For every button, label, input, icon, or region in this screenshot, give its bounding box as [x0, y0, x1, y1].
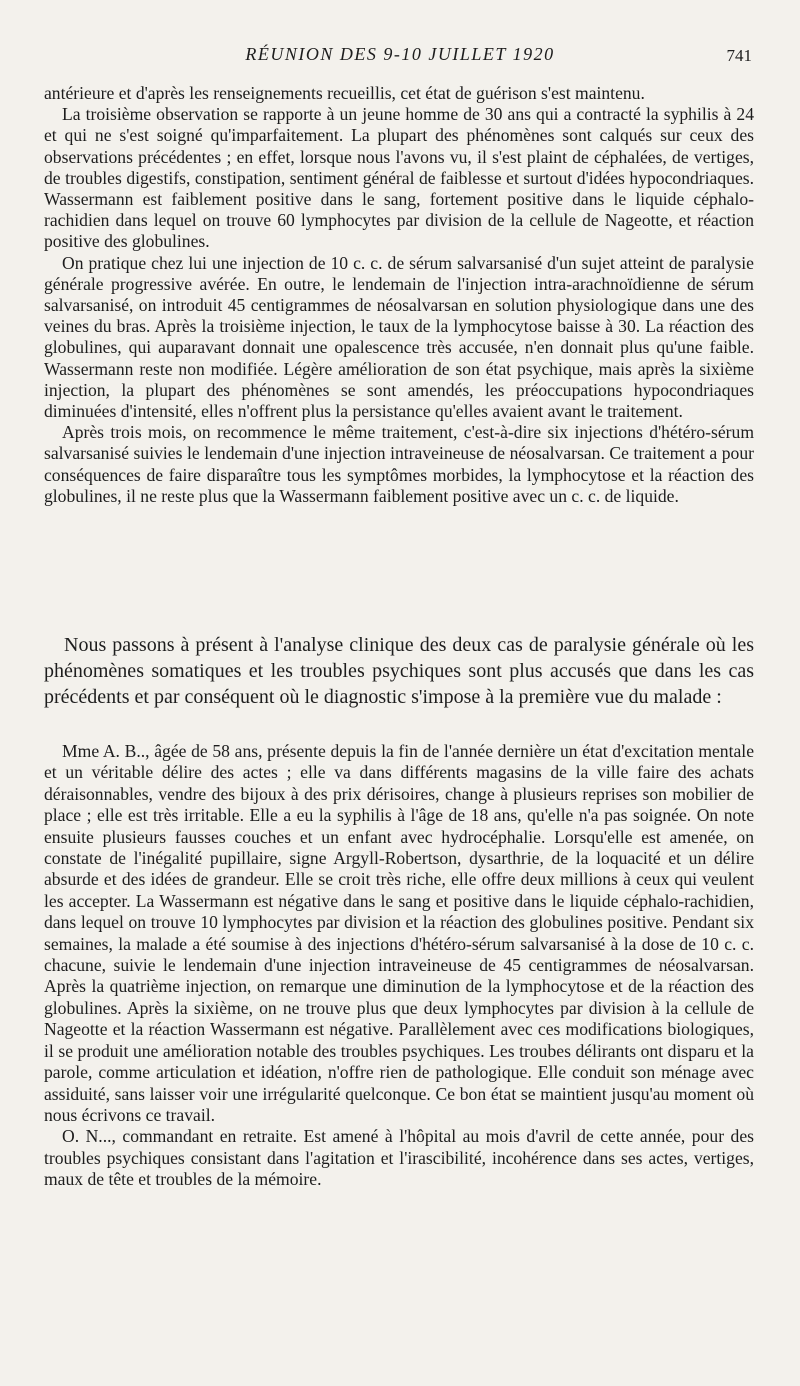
- paragraph-second-course: Après trois mois, on recommence le même traitement, c'est-à-dire six injections d'hétéro-sérum salvarsanisé suivies le lendemain d'une injection intraveineuse de néosalvarsan. Ce traitement a pour conséquences de faire disparaître tous les symptômes morbides, la lymphocytose et la réaction des globulines, il ne reste plus que la Wassermann faiblement positive avec un c. c. de liquide.: [44, 422, 754, 506]
- running-header: [0, 44, 800, 70]
- page-number: 741: [726, 46, 752, 65]
- paragraph-case-mme-ab: Mme A. B.., âgée de 58 ans, présente depuis la fin de l'année dernière un état d'excitation mentale et un véritable délire des actes ; elle va dans différents magasins de la ville faire des achats déraisonnables, vendre des bijoux à des prix dérisoires, change à plusieurs reprises son mobilier de place ; elle est très irritable. Elle a eu la syphilis à l'âge de 18 ans, qu'elle n'a pas soignée. On note ensuite plusieurs fausses couches et un enfant avec hydrocéphalie. Lorsqu'elle est amenée, on constate de l'inégalité pupillaire, signe Argyll-Robertson, dysarthrie, de la loquacité et un délire absurde et des idées de grandeur. Elle se croit très riche, elle offre deux millions à ceux qui veulent les accepter. La Wassermann est négative dans le sang et positive dans le liquide céphalo-rachidien, dans lequel on trouve 10 lymphocytes par division et la réaction des globulines positive. Pendant six semaines, la malade a été soumise à des injections d'hétéro-sérum salvarsanisé à la dose de 10 c. c. chacune, suivie le lendemain d'une injection intraveineuse de 45 centigrammes de néosalvarsan. Après la quatrième injection, on remarque une diminution de la lymphocytose et de la réaction des globulines. Après la sixième, on ne trouve plus que deux lymphocytes par division à la cellule de Nageotte et la réaction Wassermann est négative. Parallèlement avec ces modifications biologiques, il se produit une amélioration notable des troubles psychiques. Les troubes délirants ont disparu et la parole, comme articulation et idéation, n'offre rien de pathologique. Elle conduit son ménage avec assiduité, sans laisser voir une irrégularité quelconque. Ce bon état se maintient jusqu'au moment où nous écrivons ce travail.: [44, 741, 754, 1125]
- paragraph-clinical-analysis: Nous passons à présent à l'analyse clinique des deux cas de paralysie générale où les phénomènes somatiques et les troubles psychiques sont plus accusés que dans les cas précédents et par conséquent où le diagnostic s'impose à la première vue du malade :: [44, 634, 754, 708]
- paragraph-case-on: O. N..., commandant en retraite. Est amené à l'hôpital au mois d'avril de cette année, pour des troubles psychiques consistant dans l'agitation et l'irascibilité, incohérence dans ses actes, vertiges, maux de tête et troubles de la mémoire.: [44, 1126, 754, 1190]
- paragraph-third-observation: La troisième observation se rapporte à un jeune homme de 30 ans qui a contracté la syphilis à 24 et qui ne s'est soigné qu'imparfaitement. La plupart des phénomènes sont calqués sur ceux des observations précédentes ; en effet, lorsque nous l'avons vu, il s'est plaint de céphalées, de vertiges, de troubles digestifs, constipation, sentiment général de faiblesse et surtout d'idées hypocondriaques. Wassermann est faiblement positive dans le sang, fortement positive dans le liquide céphalo-rachidien dans lequel on trouve 60 lymphocytes par division de la cellule de Nageotte, et réaction positive des globulines.: [44, 104, 754, 252]
- text-block-cases: [44, 741, 754, 1191]
- header-title: RÉUNION DES 9-10 JUILLET 1920: [245, 44, 555, 64]
- paragraph-treatment: On pratique chez lui une injection de 10 c. c. de sérum salvarsanisé d'un sujet atteint de paralysie générale progressive avérée. En outre, le lendemain de l'injection intra-arachnoïdienne de sérum salvarsanisé, on introduit 45 centigrammes de néosalvarsan en solution physiologique dans une des veines du bras. Après la troisième injection, le taux de la lymphocytose baisse à 30. La réaction des globulines, qui auparavant donnait une opalescence très accusée, n'en donnait plus qu'une faible. Wassermann reste non modifiée. Légère amélioration de son état psychique, mais après la sixième injection, la plupart des phénomènes se sont amendés, les préoccupations hypocondriaques diminuées d'intensité, elles n'offrent plus la persistance qu'elles avaient avant le traitement.: [44, 252, 754, 422]
- text-block-observation-3: [44, 83, 754, 507]
- text-block-introduction: [44, 632, 754, 710]
- paragraph-continuation: antérieure et d'après les renseignements recueillis, cet état de guérison s'est maintenu.: [44, 83, 645, 103]
